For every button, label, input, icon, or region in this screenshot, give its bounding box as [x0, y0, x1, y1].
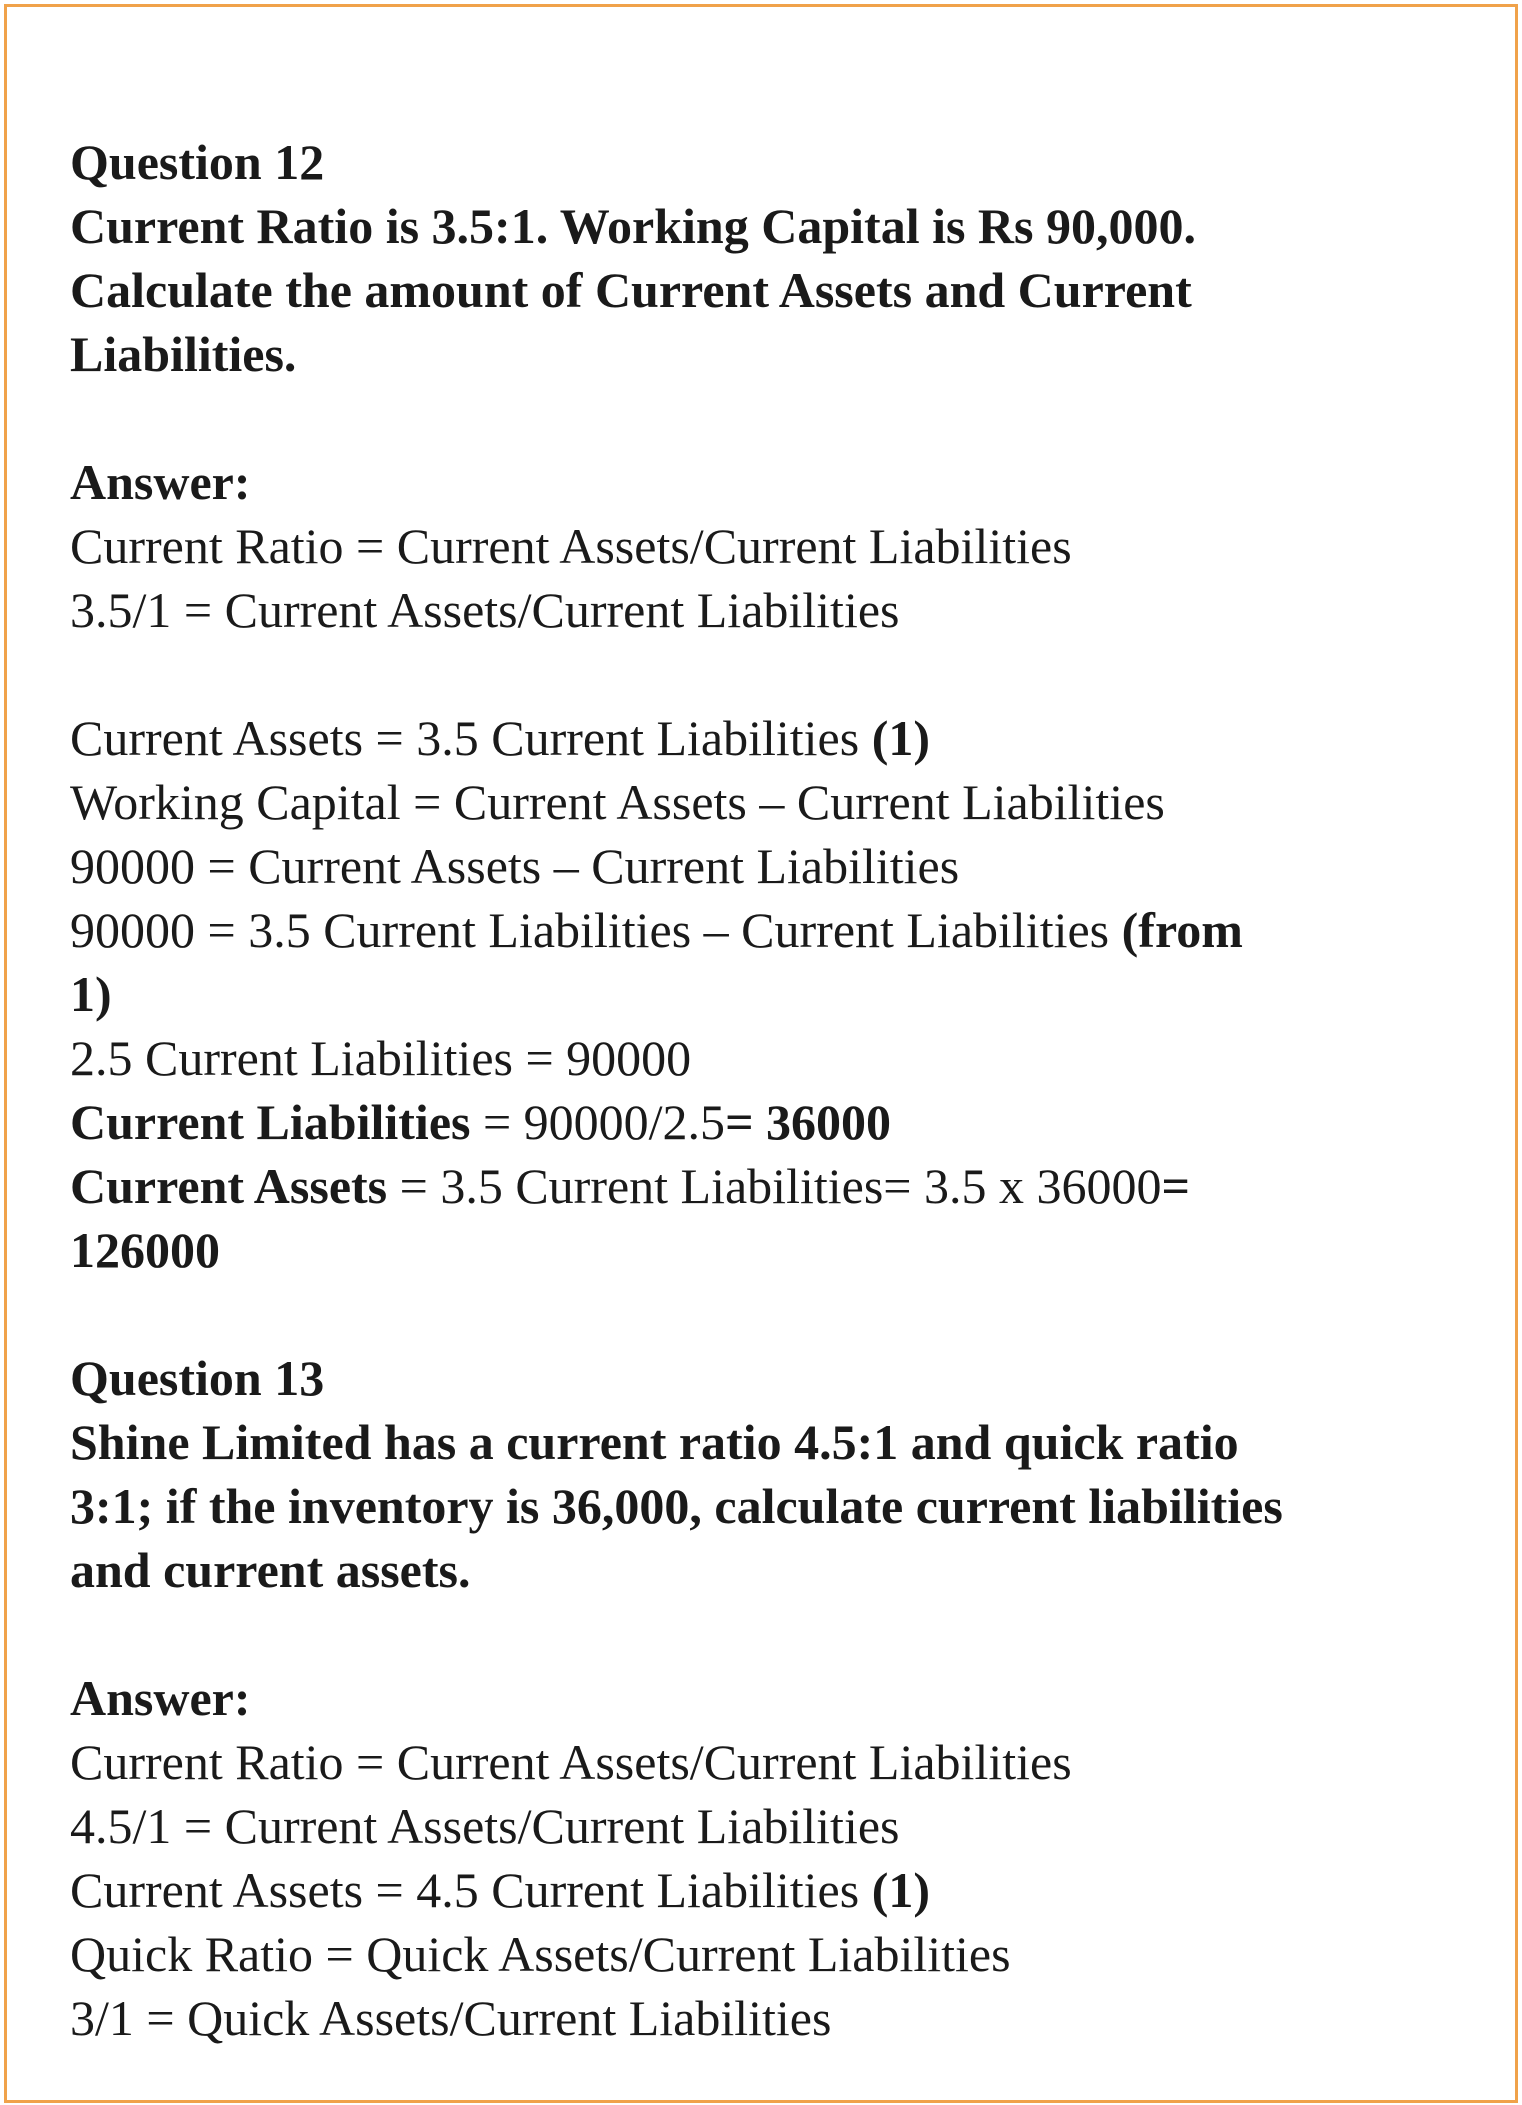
q12-answer-line-4: Working Capital = Current Assets – Current Liabilities: [70, 774, 1165, 830]
question-12-section: [70, 130, 1450, 1282]
q12-answer-line-5: 90000 = Current Assets – Current Liabilities: [70, 838, 960, 894]
question-13-title: Question 13: [70, 1350, 325, 1406]
spacer: [70, 386, 1450, 450]
q12-line-10-label: Current Assets: [70, 1158, 388, 1214]
spacer: [70, 1282, 1450, 1346]
q12-line-10-result: =: [1161, 1158, 1190, 1214]
q12-line-3-ref: (1): [871, 710, 931, 766]
q12-line-6-ref: (from: [1121, 902, 1243, 958]
q12-answer-line-7: 1): [70, 966, 112, 1022]
q12-answer-line-6: [70, 898, 1450, 962]
q12-answer-line-8: 2.5 Current Liabilities = 90000: [70, 1030, 692, 1086]
spacer: [70, 642, 1450, 706]
question-13-prompt-line-3: and current assets.: [70, 1542, 471, 1598]
q12-line-6-text: 90000 = 3.5 Current Liabilities – Current Liabilities: [70, 902, 1122, 958]
q13-answer-line-1: Current Ratio = Current Assets/Current Liabilities: [70, 1734, 1072, 1790]
q13-line-3-text: Current Assets = 4.5 Current Liabilities: [70, 1862, 872, 1918]
question-13-prompt-line-2: 3:1; if the inventory is 36,000, calculate current liabilities: [70, 1478, 1283, 1534]
q13-answer-line-4: Quick Ratio = Quick Assets/Current Liabilities: [70, 1926, 1011, 1982]
question-12-prompt-line-1: Current Ratio is 3.5:1. Working Capital is Rs 90,000.: [70, 198, 1197, 254]
q12-line-9-text: = 90000/2.5: [470, 1094, 726, 1150]
q12-line-3-text: Current Assets = 3.5 Current Liabilities: [70, 710, 872, 766]
q13-answer-line-5: 3/1 = Quick Assets/Current Liabilities: [70, 1990, 832, 2046]
question-12-prompt-line-3: Liabilities.: [70, 326, 297, 382]
q13-answer-line-3: [70, 1858, 1450, 1922]
question-13-prompt-line-1: Shine Limited has a current ratio 4.5:1 and quick ratio: [70, 1414, 1239, 1470]
q12-answer-line-9: [70, 1090, 1450, 1154]
q12-line-10-text: = 3.5 Current Liabilities= 3.5 x 36000: [387, 1158, 1162, 1214]
q12-answer-line-11: 126000: [70, 1222, 220, 1278]
q13-line-3-ref: (1): [871, 1862, 931, 1918]
question-12-title: Question 12: [70, 134, 325, 190]
q12-answer-line-3: [70, 706, 1450, 770]
q12-line-9-label: Current Liabilities: [70, 1094, 471, 1150]
question-12-answer-label: Answer:: [70, 454, 251, 510]
document-content: [70, 130, 1450, 2050]
q12-answer-line-10: [70, 1154, 1450, 1218]
question-13-section: [70, 1346, 1450, 2050]
q12-line-9-result: = 36000: [725, 1094, 892, 1150]
question-13-answer-label: Answer:: [70, 1670, 251, 1726]
q12-answer-line-2: 3.5/1 = Current Assets/Current Liabilities: [70, 582, 900, 638]
q13-answer-line-2: 4.5/1 = Current Assets/Current Liabilities: [70, 1798, 900, 1854]
question-12-prompt-line-2: Calculate the amount of Current Assets and Current: [70, 262, 1192, 318]
spacer: [70, 1602, 1450, 1666]
q12-answer-line-1: Current Ratio = Current Assets/Current Liabilities: [70, 518, 1072, 574]
